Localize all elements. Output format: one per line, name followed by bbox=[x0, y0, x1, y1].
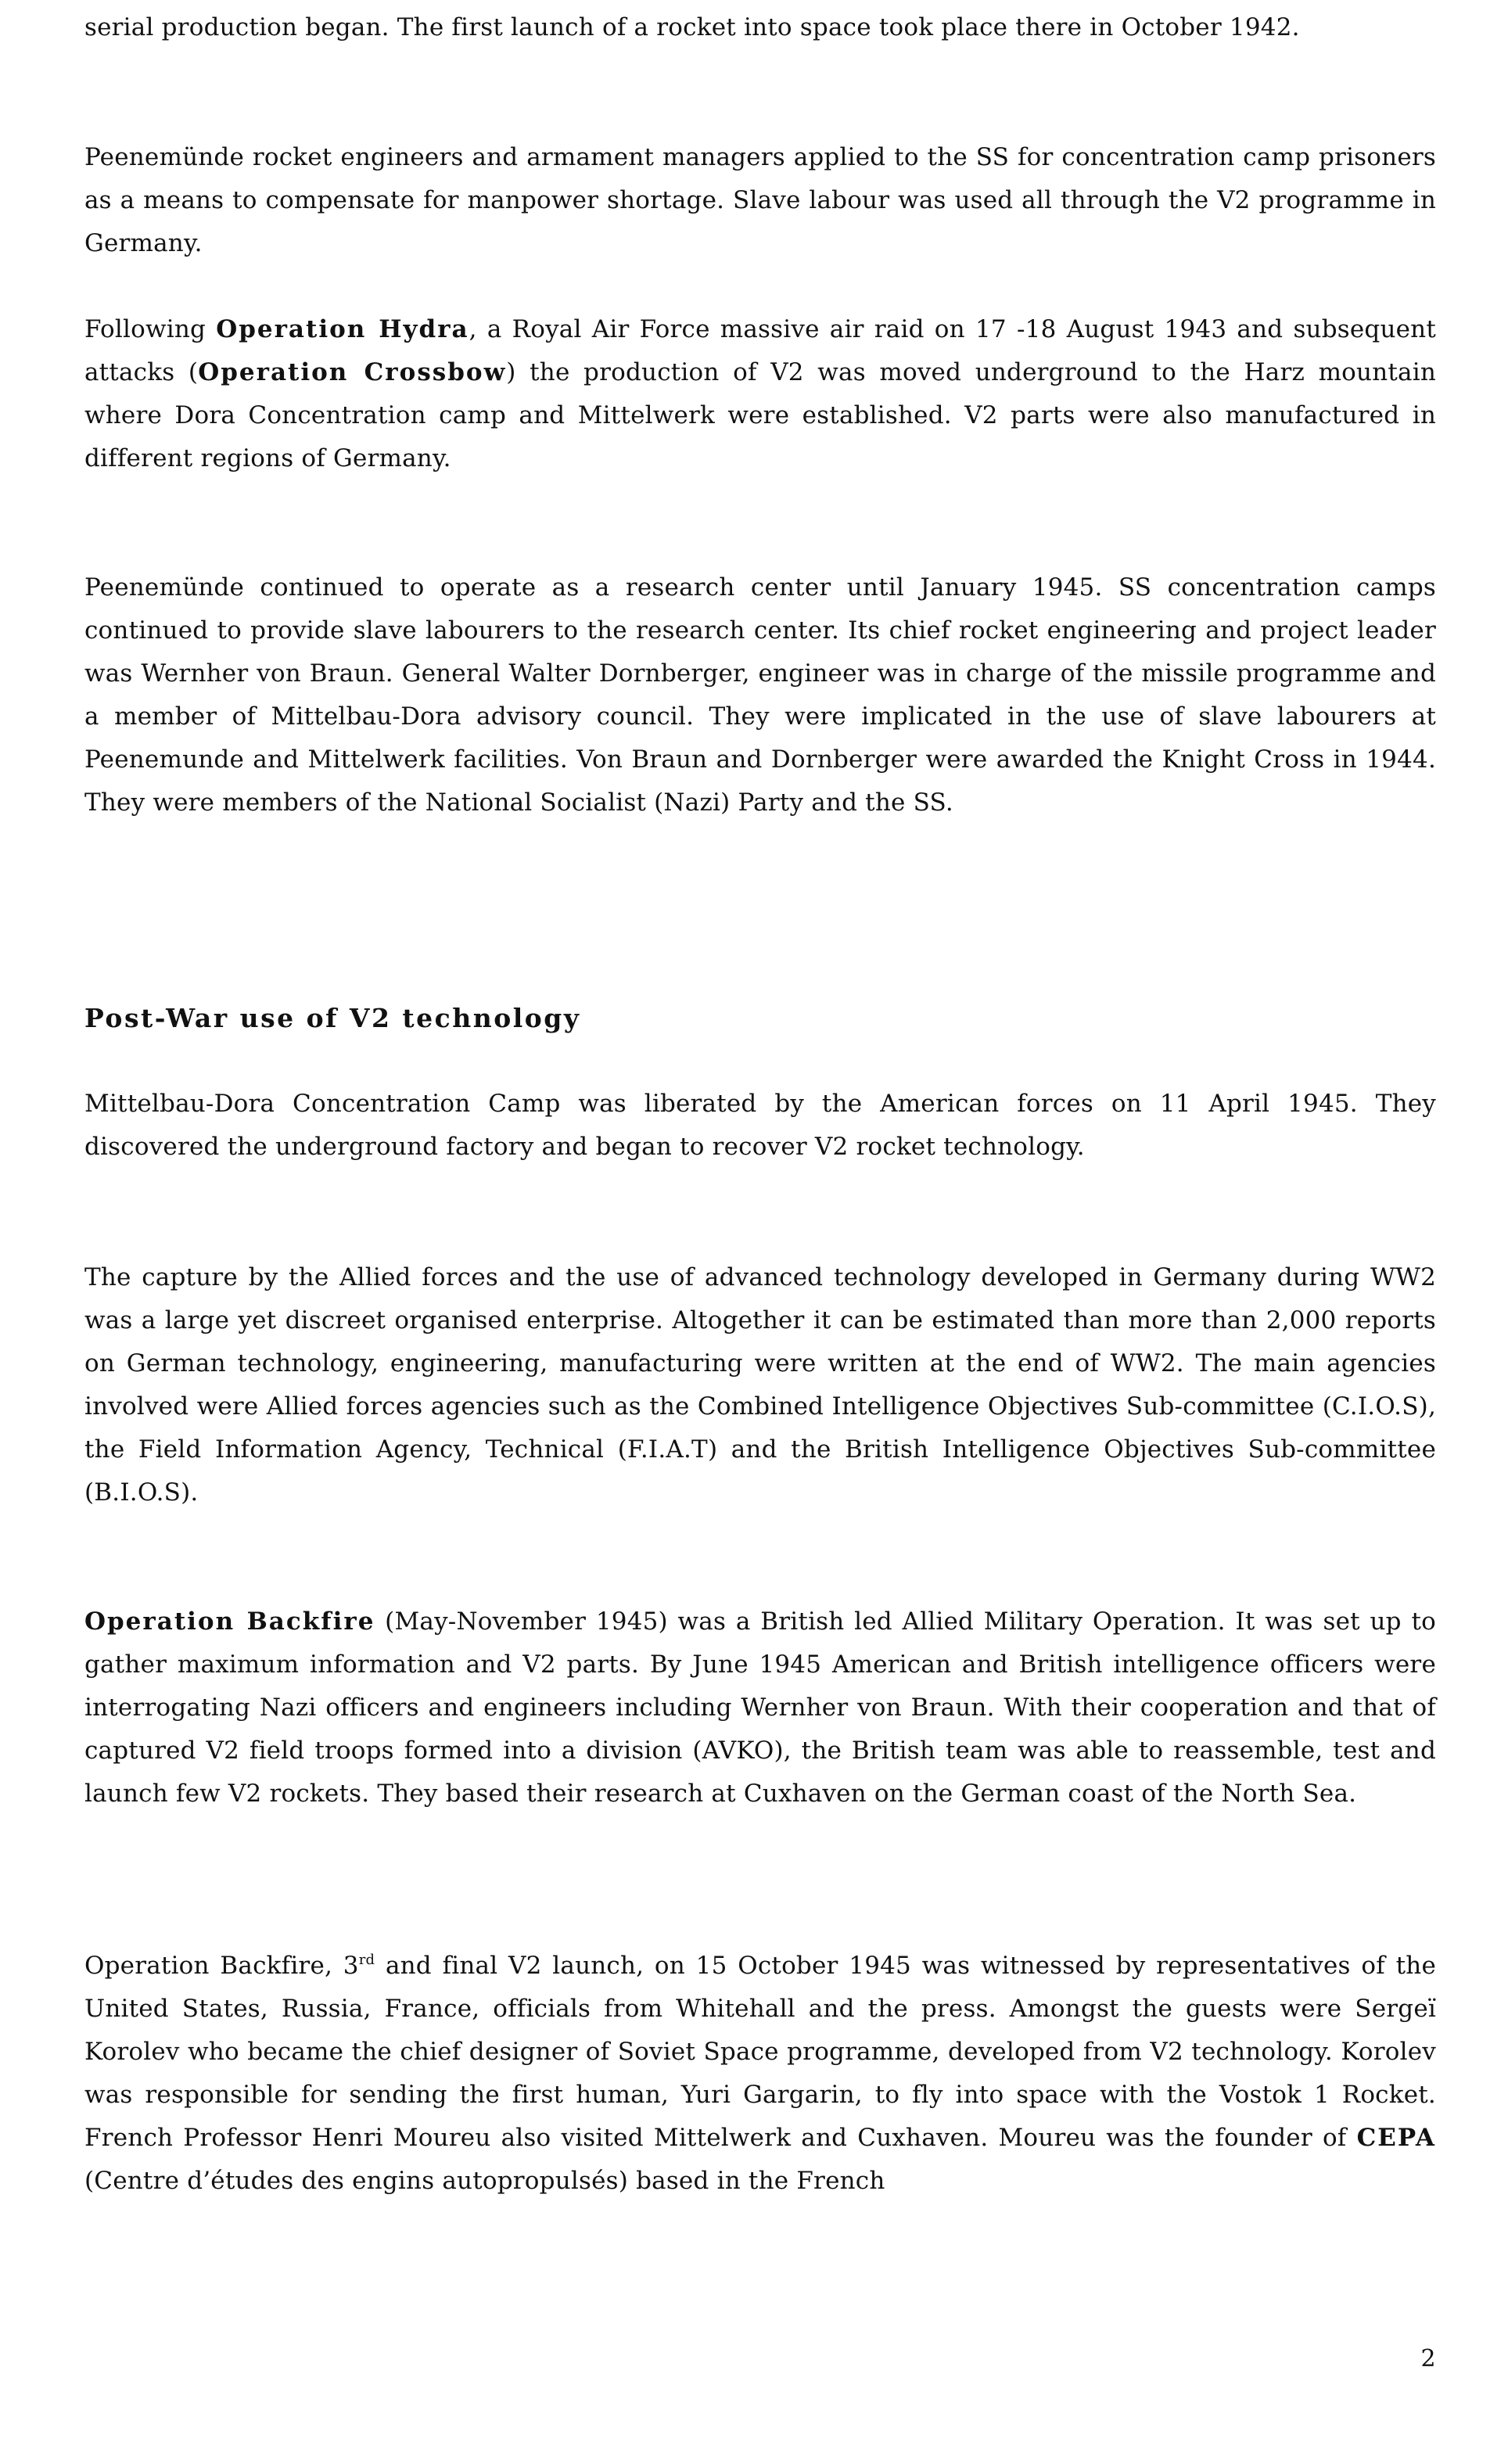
bold-term-operation-crossbow: Operation Crossbow bbox=[198, 358, 507, 386]
paragraph-text: (May-November 1945) was a British led Allied Military Operation. It was set up to gather maximum information and V2 parts. By June 1945 American and British intelligence officers were interrogating Nazi officers and engineers including Wernher von Braun. With their cooperation and that of captured V2 field troops formed into a division (AVKO), the British team was able to reassemble, test and launch few V2 rockets. They based their research at Cuxhaven on the German coast of the North Sea. bbox=[84, 1607, 1436, 1808]
bold-term-cepa: CEPA bbox=[1356, 2124, 1436, 2152]
paragraph-text: and final V2 launch, on 15 October 1945 was witnessed by representatives of the United States, Russia, France, officials from Whitehall and the press. Amongst the guests were Sergeï Korolev who became the chief designer of Soviet Space programme, developed from V2 technology. Korolev was responsible for sending the first human, Yuri Gargarin, to fly into space with the Vostok 1 Rocket. French Professor Henri Moureu also visited Mittelwerk and Cuxhaven. Moureu was the founder of bbox=[84, 1952, 1436, 2152]
paragraph-text: Operation Backfire, 3 bbox=[84, 1952, 359, 1980]
paragraph-operation-hydra bbox=[84, 308, 1436, 480]
ordinal-superscript: rd bbox=[358, 1952, 375, 1968]
paragraph-liberation bbox=[84, 1083, 1436, 1169]
page-number: 2 bbox=[1420, 2345, 1436, 2372]
paragraph-serial-production bbox=[84, 6, 1436, 49]
paragraph-text: serial production began. The first launch of a rocket into space took place there in October 1942. bbox=[84, 13, 1300, 41]
paragraph-text: Following bbox=[84, 315, 217, 343]
paragraph-slave-labour bbox=[84, 136, 1436, 265]
section-heading: Post-War use of V2 technology bbox=[84, 1003, 581, 1033]
paragraph-text: , a Royal Air Force massive air raid on 17 -18 August 1943 and subsequent attacks ( bbox=[84, 315, 1436, 386]
paragraph-text: Peenemünde continued to operate as a research center until January 1945. SS concentration camps continued to provide slave labourers to the research center. Its chief rocket engineering and project leader was Wernher von Braun. General Walter Dornberger, engineer was in charge of the missile programme and a member of Mittelbau-Dora advisory council. They were implicated in the use of slave labourers at Peenemunde and Mittelwerk facilities. Von Braun and Dornberger were awarded the Knight Cross in 1944. They were members of the National Socialist (Nazi) Party and the SS. bbox=[84, 573, 1436, 817]
paragraph-text: (Centre d’études des engins autopropulsés) based in the French bbox=[84, 2167, 885, 2195]
paragraph-text: The capture by the Allied forces and the use of advanced technology developed in Germany during WW2 was a large yet discreet organised enterprise. Altogether it can be estimated than more than 2,000 reports on German technology, engineering, manufacturing were written at the end of WW2. The main agencies involved were Allied forces agencies such as the Combined Intelligence Objectives Sub-committee (C.I.O.S), the Field Information Agency, Technical (F.I.A.T) and the British Intelligence Objectives Sub-committee (B.I.O.S). bbox=[84, 1263, 1436, 1507]
paragraph-allied-capture bbox=[84, 1256, 1436, 1514]
paragraph-peenemunde-research bbox=[84, 566, 1436, 824]
bold-term-operation-backfire: Operation Backfire bbox=[84, 1607, 375, 1636]
paragraph-text: Mittelbau-Dora Concentration Camp was liberated by the American forces on 11 April 1945. They discovered the underground factory and began to recover V2 rocket technology. bbox=[84, 1090, 1436, 1161]
paragraph-text: ) the production of V2 was moved underground to the Harz mountain where Dora Concentration camp and Mittelwerk were established. V2 parts were also manufactured in different regions of Germany. bbox=[84, 358, 1436, 472]
paragraph-operation-backfire bbox=[84, 1600, 1436, 1816]
bold-term-operation-hydra: Operation Hydra bbox=[216, 315, 469, 343]
paragraph-final-launch bbox=[84, 1945, 1436, 2203]
paragraph-text: Peenemünde rocket engineers and armament managers applied to the SS for concentration camp prisoners as a means to compensate for manpower shortage. Slave labour was used all through the V2 programme in Germany. bbox=[84, 143, 1436, 257]
